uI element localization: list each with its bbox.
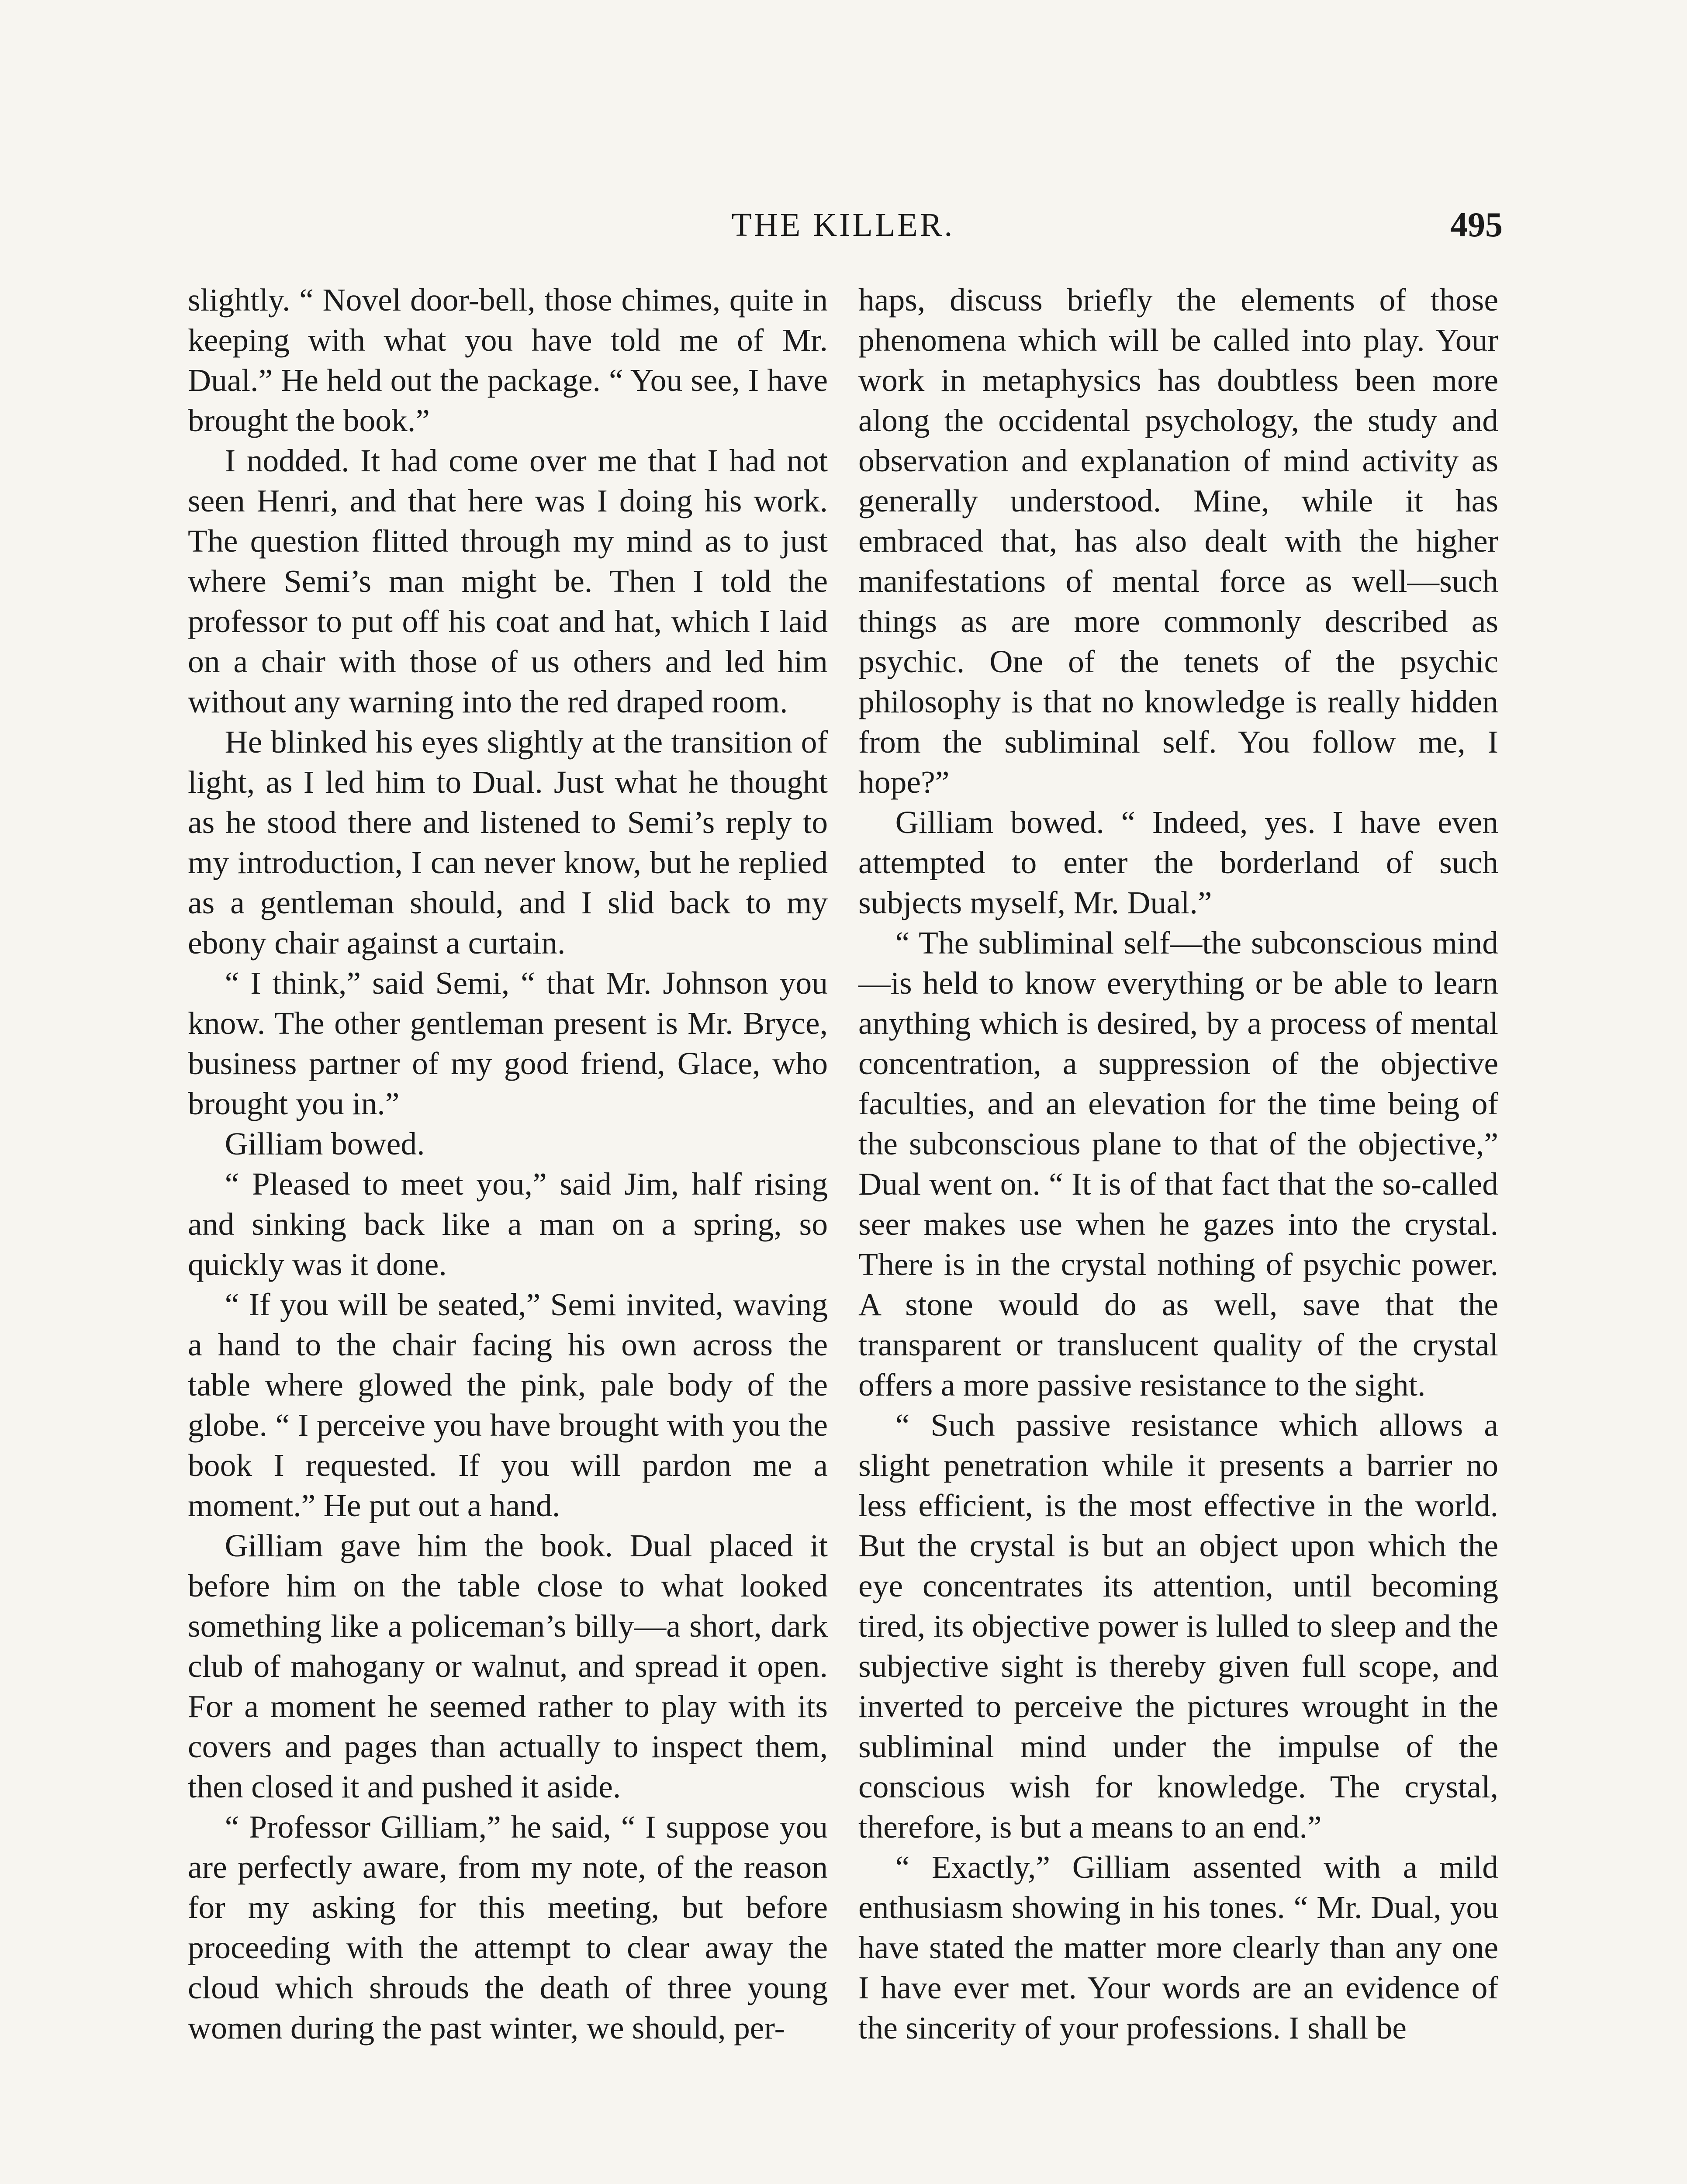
paragraph: “ Such passive resistance which allows a slight penetration while it presents a barrier no less efficient, is the most effective in the world. But the crystal is but an object upon which the eye concentrates its attention, until becoming tired, its objective power is lulled to sleep and the subjective sight is thereby given full scope, and inverted to perceive the pictures wrought in the subliminal mind under the impulse of the conscious wish for knowledge. The crystal, therefore, is but a means to an end.” bbox=[858, 1407, 1498, 1845]
paragraph: “ Pleased to meet you,” said Jim, half rising and sinking back like a man on a spring, so quickly was it done. bbox=[188, 1166, 828, 1282]
paragraph: “ If you will be seated,” Semi invited, waving a hand to the chair facing his own across the table where glowed the pink, pale body of the globe. “ I perceive you have brought with you the book I requested. If you will pardon me a moment.” He put out a hand. bbox=[188, 1286, 828, 1523]
paragraph: slightly. “ Novel door-bell, those chimes, quite in keeping with what you have told me of Mr. Dual.” He held out the package. “ You see, I have brought the book.” bbox=[188, 282, 828, 438]
paragraph: “ Exactly,” Gilliam assented with a mild enthusiasm showing in his tones. “ Mr. Dual, you have stated the matter more clearly than any one I have ever met. Your words are an evidence of the sincerity of your professions. I shall be bbox=[858, 1849, 1498, 2046]
left-column bbox=[188, 280, 828, 2048]
paragraph: Gilliam bowed. “ Indeed, yes. I have even attempted to enter the borderland of such subjects myself, Mr. Dual.” bbox=[858, 804, 1498, 920]
running-title: THE KILLER. bbox=[731, 207, 955, 243]
paragraph: haps, discuss briefly the elements of those phenomena which will be called into play. Your work in metaphysics has doubtless been more along the occidental psychology, the study and observation and explanation of mind activity as generally understood. Mine, while it has embraced that, has also dealt with the higher manifestations of mental force as well—such things as are more commonly described as psychic. One of the tenets of the psychic philosophy is that no knowledge is really hidden from the subliminal self. You follow me, I hope?” bbox=[858, 282, 1498, 800]
paragraph: He blinked his eyes slightly at the transition of light, as I led him to Dual. Just what he thought as he stood there and listened to Semi’s reply to my introduction, I can never know, but he replied as a gentleman should, and I slid back to my ebony chair against a curtain. bbox=[188, 724, 828, 961]
paragraph: Gilliam gave him the book. Dual placed it before him on the table close to what looked something like a policeman’s billy—a short, dark club of mahogany or walnut, and spread it open. For a moment he seemed rather to play with its covers and pages than actually to inspect them, then closed it and pushed it aside. bbox=[188, 1527, 828, 1804]
running-head bbox=[188, 201, 1503, 253]
paragraph: “ Professor Gilliam,” he said, “ I suppose you are perfectly aware, from my note, of the reason for my asking for this meeting, but before proceeding with the attempt to clear away the cloud which shrouds the death of three young women during the past winter, we should, per- bbox=[188, 1809, 828, 2046]
page-number: 495 bbox=[1450, 206, 1503, 244]
right-column bbox=[858, 280, 1498, 2048]
paragraph: I nodded. It had come over me that I had not seen Henri, and that here was I doing his work. The question flitted through my mind as to just where Semi’s man might be. Then I told the professor to put off his coat and hat, which I laid on a chair with those of us others and led him without any warning into the red draped room. bbox=[188, 442, 828, 719]
paragraph: “ I think,” said Semi, “ that Mr. Johnson you know. The other gentleman present is Mr. Bryce, business partner of my good friend, Glace, who brought you in.” bbox=[188, 965, 828, 1121]
paragraph: Gilliam bowed. bbox=[225, 1126, 425, 1161]
paragraph: “ The subliminal self—the subconscious mind—is held to know everything or be able to learn anything which is desired, by a process of mental concentration, a suppression of the objective faculties, and an elevation for the time being of the subconscious plane to that of the objective,” Dual went on. “ It is of that fact that the so-called seer makes use when he gazes into the crystal. There is in the crystal nothing of psychic power. A stone would do as well, save that the transparent or translucent quality of the crystal offers a more passive resistance to the sight. bbox=[858, 925, 1498, 1403]
